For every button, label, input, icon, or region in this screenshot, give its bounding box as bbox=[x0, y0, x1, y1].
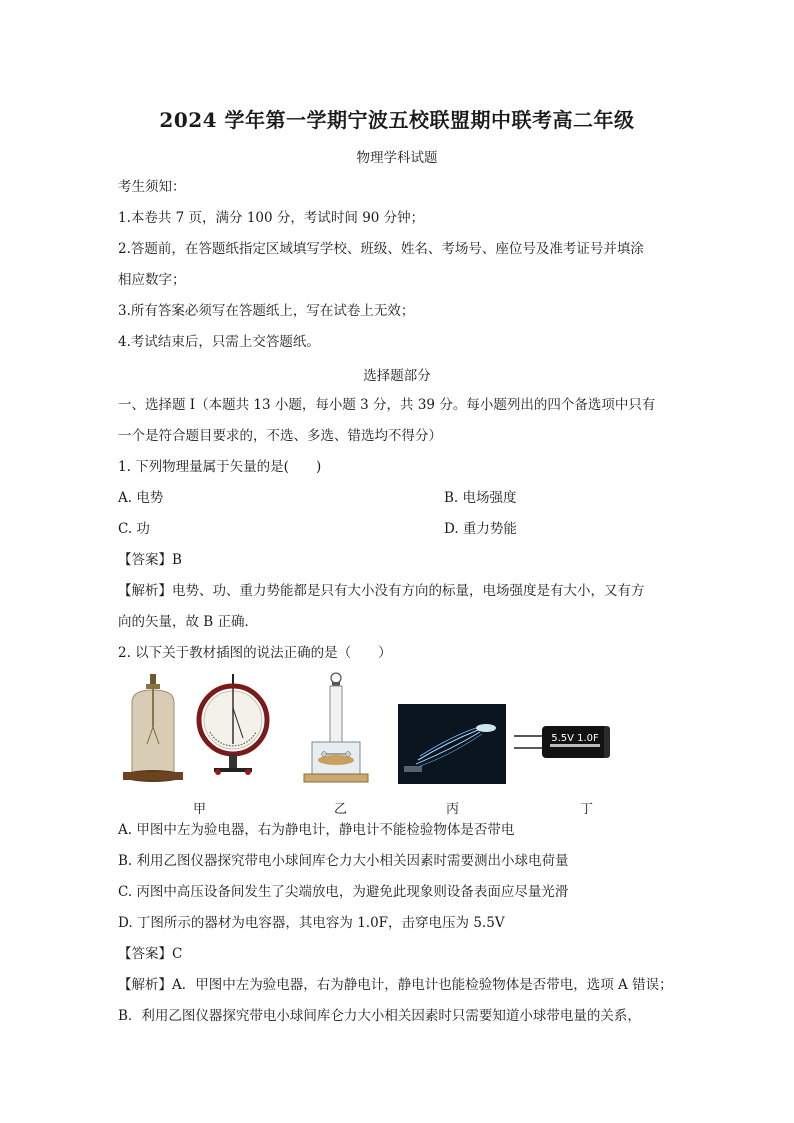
q2-figures bbox=[118, 672, 618, 792]
section-intro: 一个是符合题目要求的，不选、多选、错选均不得分） bbox=[118, 428, 442, 444]
q2-answer: 【答案】C bbox=[118, 946, 183, 962]
notice-heading: 考生须知： bbox=[118, 179, 186, 195]
notice-item: 2.答题前，在答题纸指定区域填写学校、班级、姓名、考场号、座位号及准考证号并填涂 bbox=[118, 241, 644, 257]
notice-item: 3.所有答案必须写在答题纸上，写在试卷上无效； bbox=[118, 303, 415, 319]
electroscope-figure bbox=[123, 674, 183, 782]
figure-illustrations bbox=[118, 672, 618, 792]
q1-stem: 1. 下列物理量属于矢量的是( ) bbox=[118, 459, 322, 475]
q1-option-a: A. 电势 bbox=[118, 490, 164, 506]
q2-option-a: A. 甲图中左为验电器，右为静电计，静电计不能检验物体是否带电 bbox=[118, 822, 515, 838]
notice-item: 1.本卷共 7 页，满分 100 分，考试时间 90 分钟； bbox=[118, 210, 425, 226]
q1-option-d: D. 重力势能 bbox=[444, 521, 517, 537]
electrometer-figure bbox=[199, 674, 267, 775]
figure-label-ding: 丁 bbox=[580, 802, 594, 817]
q1-option-c: C. 功 bbox=[118, 521, 150, 537]
notice-item: 相应数字； bbox=[118, 272, 186, 288]
figure-label-bing: 丙 bbox=[446, 802, 460, 817]
q1-answer: 【答案】B bbox=[118, 552, 182, 568]
q2-option-d: D. 丁图所示的器材为电容器，其电容为 1.0F，击穿电压为 5.5V bbox=[118, 915, 505, 931]
q2-option-c: C. 丙图中高压设备间发生了尖端放电，为避免此现象则设备表面应尽量光滑 bbox=[118, 884, 569, 900]
figure-label-yi: 乙 bbox=[334, 802, 348, 817]
q1-analysis: 向的矢量，故 B 正确． bbox=[118, 614, 259, 630]
q2-option-b: B. 利用乙图仪器探究带电小球间库仑力大小相关因素时需要测出小球电荷量 bbox=[118, 853, 569, 869]
discharge-figure bbox=[398, 704, 506, 784]
section-intro: 一、选择题 I（本题共 13 小题，每小题 3 分，共 39 分。每小题列出的四个备选项中只有 bbox=[118, 397, 656, 413]
figure-label-jia: 甲 bbox=[193, 802, 207, 817]
section-title: 选择题部分 bbox=[363, 368, 431, 384]
q2-analysis: B．利用乙图仪器探究带电小球间库仑力大小相关因素时只需要知道小球带电量的关系， bbox=[118, 1008, 641, 1024]
capacitor-label: 5.5V 1.0F bbox=[551, 733, 599, 744]
page-title: 2024 学年第一学期宁波五校联盟期中联考高二年级 bbox=[159, 108, 635, 132]
notice-item: 4.考试结束后，只需上交答题纸。 bbox=[118, 334, 320, 350]
q1-option-b: B. 电场强度 bbox=[444, 490, 517, 506]
torsion-balance-figure bbox=[304, 673, 368, 782]
capacitor-figure bbox=[514, 726, 610, 758]
q1-analysis: 【解析】电势、功、重力势能都是只有大小没有方向的标量，电场强度是有大小，又有方 bbox=[118, 583, 645, 599]
page-subtitle: 物理学科试题 bbox=[356, 150, 438, 166]
q2-stem: 2. 以下关于教材插图的说法正确的是（ ） bbox=[118, 645, 392, 661]
q2-analysis: 【解析】A．甲图中左为验电器，右为静电计，静电计也能检验物体是否带电，选项 A 错误； bbox=[118, 977, 673, 993]
